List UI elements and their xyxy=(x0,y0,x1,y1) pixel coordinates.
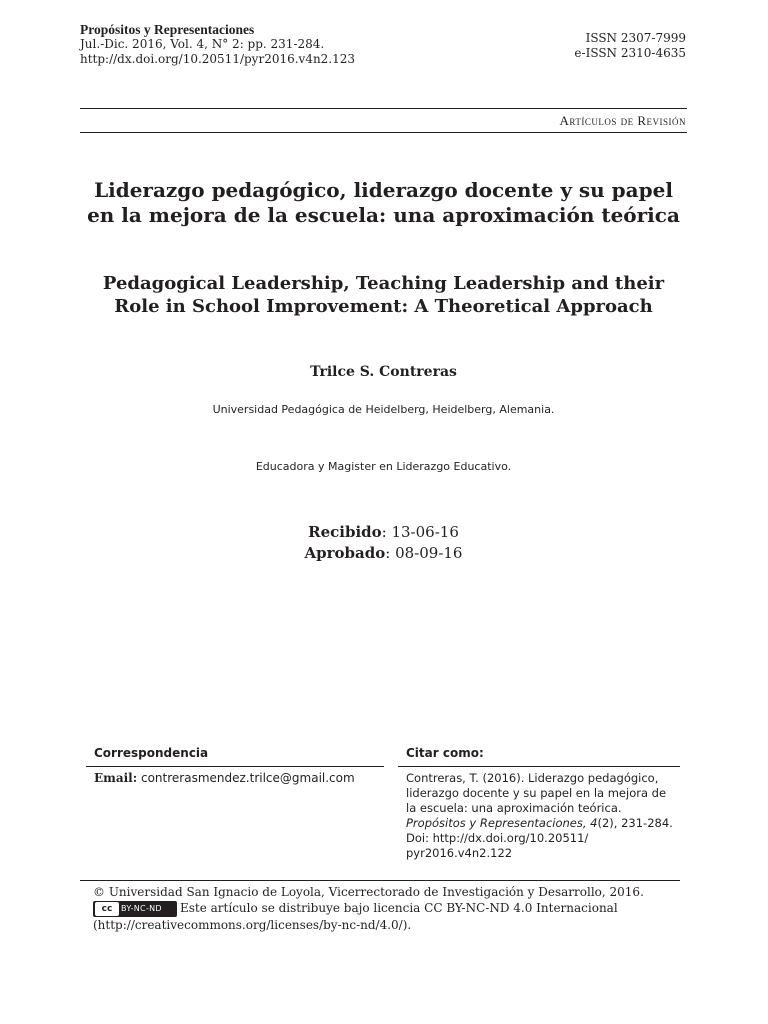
author-profile: Educadora y Magister en Liderazgo Educativo. xyxy=(255,460,512,473)
approved-date xyxy=(80,543,687,564)
email-link[interactable]: contrerasmendez.trilce@gmail.com xyxy=(137,771,355,785)
section-label: Artículos de Revisión xyxy=(559,113,686,128)
cc-circle-label: cc xyxy=(95,902,119,916)
received-label: Recibido xyxy=(308,523,382,541)
author-name: Trilce S. Contreras xyxy=(310,364,457,380)
citation-journal: Propósitos y Representaciones, 4 xyxy=(406,816,598,830)
received-date xyxy=(80,522,687,543)
citation-part-2: (2), 231-284. Doi: http://dx.doi.org/10.20511/ pyr2016.v4n2.122 xyxy=(406,816,673,860)
citation-heading: Citar como: xyxy=(406,746,484,760)
license-line xyxy=(93,900,693,917)
cc-license-icon[interactable] xyxy=(93,901,177,917)
eissn: e-ISSN 2310-4635 xyxy=(574,46,686,60)
license-block xyxy=(93,884,693,933)
approved-label: Aprobado xyxy=(304,544,386,562)
title-english: Pedagogical Leadership, Teaching Leadership and their Role in School Improvement: A Theoretical Approach xyxy=(102,273,665,317)
citation-rule xyxy=(398,766,680,767)
header-rule-bottom xyxy=(80,132,687,133)
license-text: Este artículo se distribuye bajo licencia CC BY-NC-ND 4.0 Internacional xyxy=(180,901,618,915)
issn: ISSN 2307-7999 xyxy=(585,31,686,45)
correspondence-heading: Correspondencia xyxy=(94,746,209,760)
title-spanish: Liderazgo pedagógico, liderazgo docente y su papel en la mejora de la escuela: una aproximación teórica xyxy=(87,178,680,227)
journal-name: Propósitos y Representaciones xyxy=(80,22,255,37)
received-value: : 13-06-16 xyxy=(381,523,459,541)
journal-info xyxy=(80,22,400,67)
issn-info xyxy=(574,31,686,61)
issue-info: Jul.-Dic. 2016, Vol. 4, N° 2: pp. 231-284. xyxy=(80,37,325,51)
email-label: Email: xyxy=(94,771,138,785)
copyright-line: © Universidad San Ignacio de Loyola, Vicerrectorado de Investigación y Desarrollo, 2016. xyxy=(93,885,644,899)
author-affiliation: Universidad Pedagógica de Heidelberg, Heidelberg, Alemania. xyxy=(212,403,555,416)
license-rule xyxy=(80,880,680,881)
citation-part-1: Contreras, T. (2016). Liderazgo pedagógico, liderazgo docente y su papel en la mejora de la escuela: una aproximación teórica. xyxy=(406,771,667,815)
citation-text xyxy=(406,771,676,861)
correspondence-rule xyxy=(86,766,384,767)
cc-badge-text: BY-NC-ND xyxy=(121,903,162,913)
dates-block xyxy=(80,522,687,564)
approved-value: : 08-09-16 xyxy=(385,544,463,562)
doi-link[interactable]: http://dx.doi.org/10.20511/pyr2016.v4n2.123 xyxy=(80,52,356,66)
license-url[interactable]: (http://creativecommons.org/licenses/by-nc-nd/4.0/). xyxy=(93,917,412,932)
header-rule-top xyxy=(80,108,687,109)
email-line xyxy=(94,771,355,785)
